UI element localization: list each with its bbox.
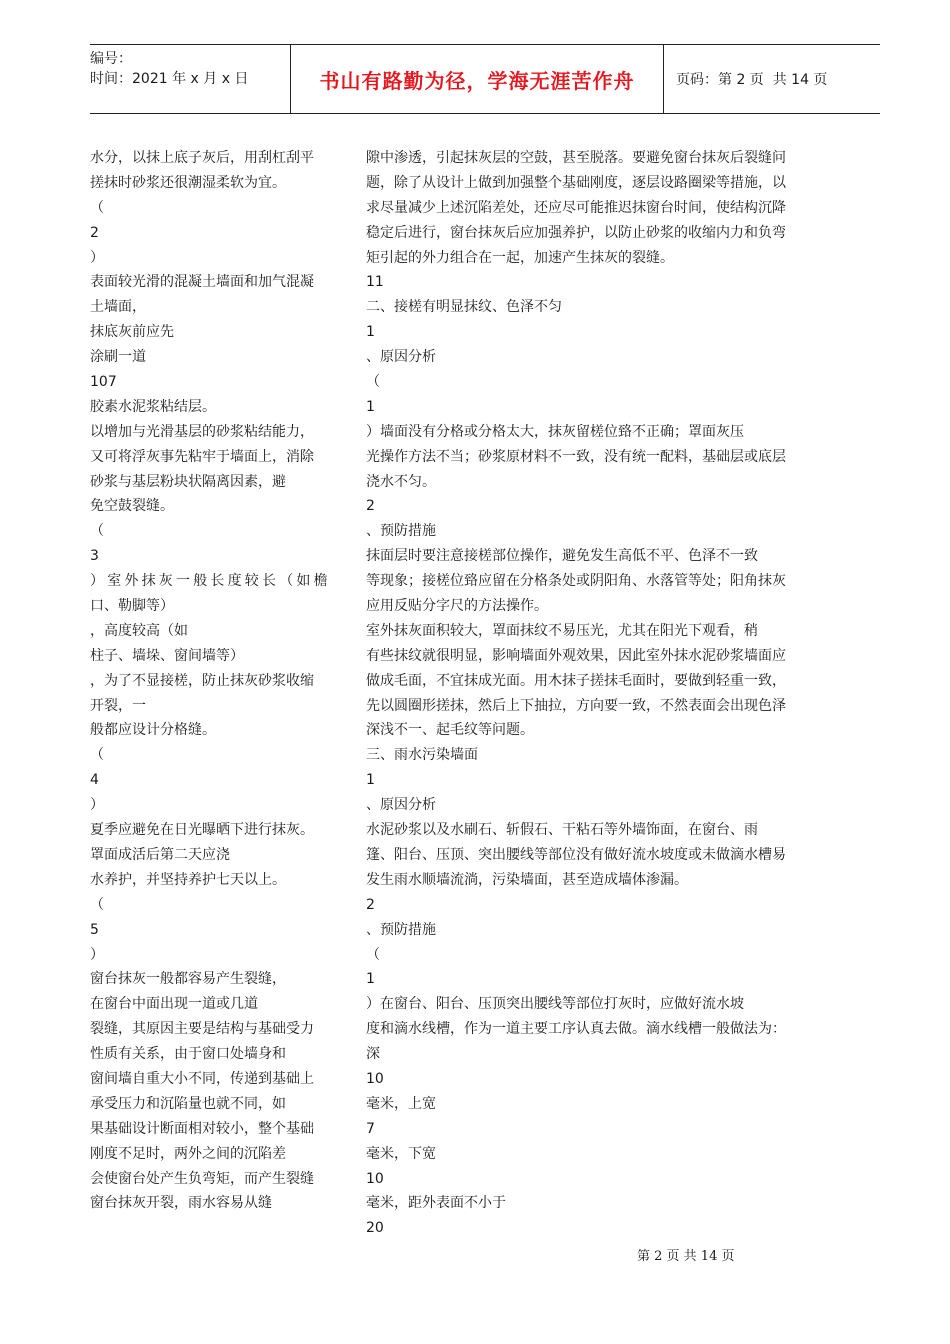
text-line: 107 xyxy=(90,374,117,391)
header-motto: 书山有路勤为径，学海无涯苦作舟 xyxy=(290,45,664,113)
text-line: 5 xyxy=(90,921,99,938)
text-line: 窗台抹灰开裂，雨水容易从缝 xyxy=(90,1195,272,1212)
text-line: 2 xyxy=(366,896,375,913)
text-line: （ xyxy=(90,199,104,216)
text-line: 1 xyxy=(366,772,375,789)
text-line: 毫米，上宽 xyxy=(366,1095,436,1112)
text-line: 三、雨水污染墙面 xyxy=(366,747,478,764)
text-line: 以增加与光滑基层的砂浆粘结能力， xyxy=(90,423,314,440)
text-line: （ xyxy=(366,946,380,963)
text-line: 抹面层时要注意接槎部位操作，避免发生高低不平、色泽不一致 xyxy=(366,548,758,565)
text-line: 毫米，距外表面不小于 xyxy=(366,1195,506,1212)
text-line: 2 xyxy=(90,224,99,241)
text-line: 稳定后进行，窗台抹灰后应加强养护，以防止砂浆的收缩内力和负弯 xyxy=(366,224,786,241)
text-line: 1 xyxy=(366,398,375,415)
text-line: 性质有关系，由于窗口处墙身和 xyxy=(90,1046,286,1063)
text-line: 开裂，一 xyxy=(90,697,146,714)
text-line: 表面较光滑的混凝土墙面和加气混凝 xyxy=(90,274,314,291)
text-line: 柱子、墙垛、窗间墙等） xyxy=(90,647,244,664)
text-line: 10 xyxy=(366,1070,384,1087)
text-line: 、原因分析 xyxy=(366,349,436,366)
text-line: 深浅不一、起毛纹等问题。 xyxy=(366,722,534,739)
text-line: 10 xyxy=(366,1170,384,1187)
text-line: 先以圆圈形搓抹，然后上下抽拉，方向要一致，不然表面会出现色泽 xyxy=(366,697,786,714)
document-number-label: 编号： xyxy=(90,51,132,67)
text-line: 11 xyxy=(366,274,384,291)
text-line: 度和滴水线槽，作为一道主要工序认真去做。滴水线槽一般做法为： xyxy=(366,1021,786,1038)
text-line: ，高度较高（如 xyxy=(90,622,188,639)
text-line: 1 xyxy=(366,971,375,988)
text-line: 水泥砂浆以及水刷石、斩假石、干粘石等外墙饰面，在窗台、雨 xyxy=(366,822,758,839)
text-line: 承受压力和沉陷量也就不同，如 xyxy=(90,1095,286,1112)
text-line: 4 xyxy=(90,772,99,789)
text-line: 光操作方法不当；砂浆原材料不一致，没有统一配料，基础层或底层 xyxy=(366,448,786,465)
text-line: 胶素水泥浆粘结层。 xyxy=(90,398,216,415)
text-line: （ xyxy=(90,523,104,540)
text-line: 窗间墙自重大小不同，传递到基础上 xyxy=(90,1070,314,1087)
text-line: 抹底灰前应先 xyxy=(90,324,174,341)
text-line: 室外抹灰面积较大，罩面抹纹不易压光，尤其在阳光下观看，稍 xyxy=(366,622,758,639)
text-line: 7 xyxy=(366,1120,375,1137)
text-line: 水养护，并坚持养护七天以上。 xyxy=(90,871,286,888)
text-line: 夏季应避免在日光曝晒下进行抹灰。 xyxy=(90,822,314,839)
text-line: 、原因分析 xyxy=(366,797,436,814)
text-line: 篷、阳台、压顶、突出腰线等部位没有做好流水坡度或未做滴水槽易 xyxy=(366,846,786,863)
text-line: 做成毛面，不宜抹成光面。用木抹子搓抹毛面时，要做到轻重一致， xyxy=(366,672,786,689)
text-line: 涂刷一道 xyxy=(90,349,146,366)
text-line: 免空鼓裂缝。 xyxy=(90,498,174,515)
text-line: 应用反贴分字尺的方法操作。 xyxy=(366,598,548,615)
text-line: 在窗台中面出现一道或几道 xyxy=(90,996,258,1013)
text-line: 砂浆与基层粉块状隔离因素，避 xyxy=(90,473,286,490)
text-line: 水分，以抹上底子灰后，用刮杠刮平 xyxy=(90,150,314,166)
text-line: ） xyxy=(90,946,104,963)
text-line: 又可将浮灰事先粘牢于墙面上，消除 xyxy=(90,448,314,465)
text-line: 隙中渗透，引起抹灰层的空鼓，甚至脱落。要避免窗台抹灰后裂缝问 xyxy=(366,150,786,166)
header-page-label: 页码：第 2 页 共 14 页 xyxy=(676,72,828,88)
text-line: 求尽量减少上述沉陷差处，还应尽可能推迟抹窗台时间，使结构沉降 xyxy=(366,199,786,216)
text-line: 搓抹时砂浆还很潮湿柔软为宜。 xyxy=(90,174,286,191)
header-page-info xyxy=(664,45,880,113)
text-line: （ xyxy=(90,896,104,913)
left-text-column xyxy=(90,146,340,1216)
text-line: 发生雨水顺墙流淌，污染墙面，甚至造成墙体渗漏。 xyxy=(366,871,688,888)
text-line: 二、接槎有明显抹纹、色泽不匀 xyxy=(366,299,562,316)
text-line: ，为了不显接槎，防止抹灰砂浆收缩 xyxy=(90,672,314,689)
text-line: 口、勒脚等） xyxy=(90,598,174,615)
text-line: （ xyxy=(366,374,380,391)
text-line: （ xyxy=(90,747,104,764)
text-line: ） xyxy=(90,797,104,814)
text-line: 般都应设计分格缝。 xyxy=(90,722,216,739)
right-text-column xyxy=(366,146,856,1241)
text-line: 罩面成活后第二天应浇 xyxy=(90,846,230,863)
text-line: 、预防措施 xyxy=(366,523,436,540)
text-line: 果基础设计断面相对较小，整个基础 xyxy=(90,1120,314,1137)
text-line: ） xyxy=(90,249,104,266)
header-meta xyxy=(90,45,290,113)
text-line: 1 xyxy=(366,324,375,341)
text-line: 窗台抹灰一般都容易产生裂缝， xyxy=(90,971,286,988)
text-line: 矩引起的外力组合在一起，加速产生抹灰的裂缝。 xyxy=(366,249,674,266)
text-line: 题，除了从设计上做到加强整个基础刚度，逐层设路圈梁等措施，以 xyxy=(366,174,786,191)
text-line: 土墙面， xyxy=(90,299,146,316)
page-footer: 第 2 页 共 14 页 xyxy=(637,1249,735,1264)
text-line: 2 xyxy=(366,498,375,515)
text-line: 浇水不匀。 xyxy=(366,473,436,490)
text-line: 20 xyxy=(366,1220,384,1237)
text-line: 裂缝，其原因主要是结构与基础受力 xyxy=(90,1021,314,1038)
text-line: ）在窗台、阳台、压顶突出腰线等部位打灰时，应做好流水坡 xyxy=(366,996,744,1013)
text-line: 刚度不足时，两外之间的沉陷差 xyxy=(90,1145,286,1162)
page-header xyxy=(90,44,880,114)
text-line: ）室外抹灰一般长度较长（如檐 xyxy=(90,573,331,590)
text-line: ）墙面没有分格或分格太大，抹灰留槎位臵不正确；罩面灰压 xyxy=(366,423,744,440)
text-line: 会使窗台处产生负弯矩，而产生裂缝 xyxy=(90,1170,314,1187)
text-line: 深 xyxy=(366,1046,380,1063)
text-line: 等现象；接槎位臵应留在分格条处或阴阳角、水落管等处；阳角抹灰 xyxy=(366,573,786,590)
text-line: 有些抹纹就很明显，影响墙面外观效果，因此室外抹水泥砂浆墙面应 xyxy=(366,647,786,664)
text-line: 、预防措施 xyxy=(366,921,436,938)
document-time-label: 时间：2021 年 x 月 x 日 xyxy=(90,71,249,87)
text-line: 3 xyxy=(90,548,99,565)
text-line: 毫米，下宽 xyxy=(366,1145,436,1162)
